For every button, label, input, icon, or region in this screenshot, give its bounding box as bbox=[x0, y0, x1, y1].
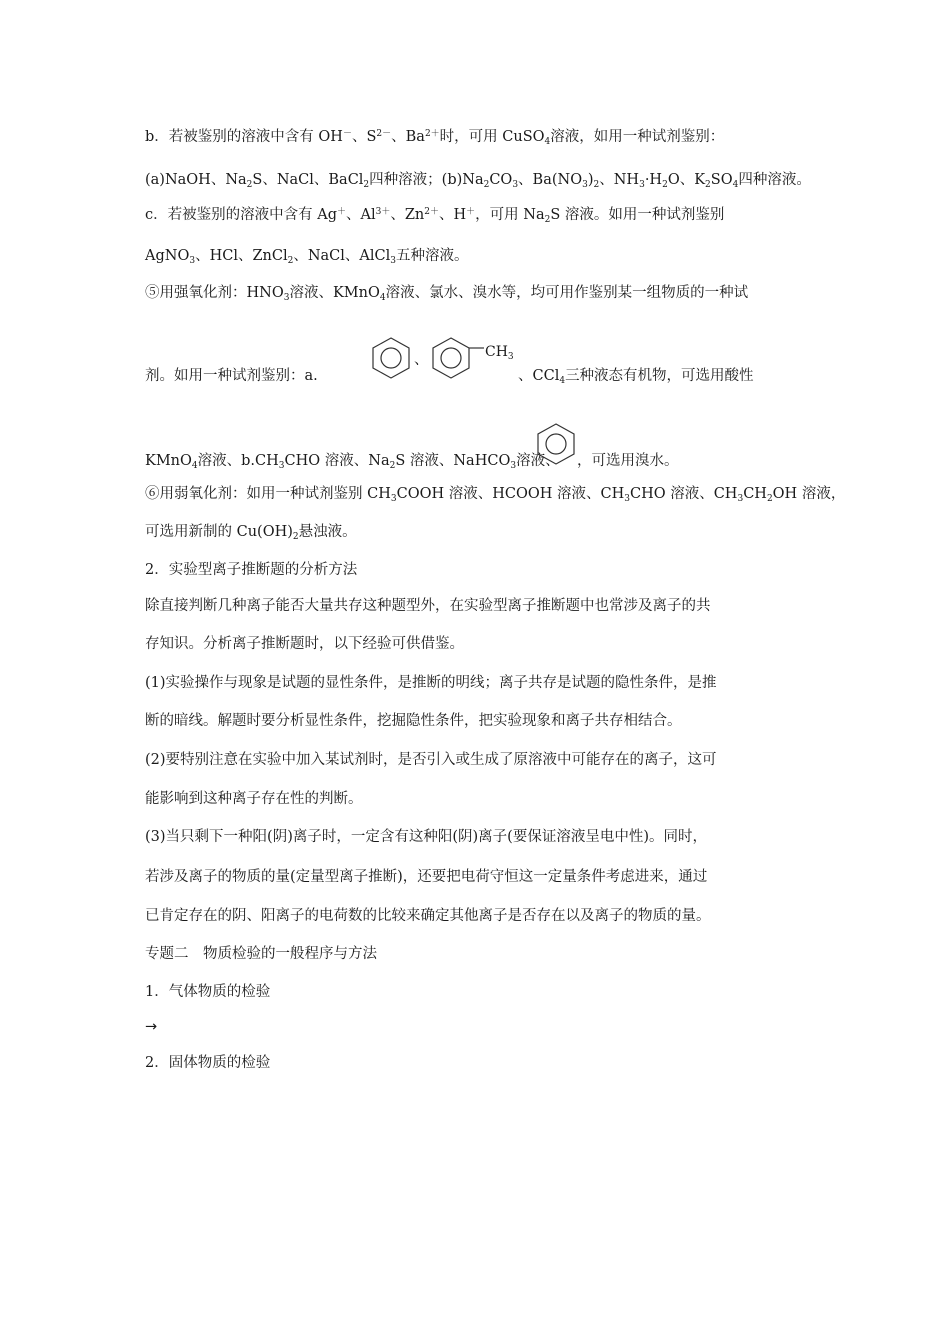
text: (a)NaOH、Na bbox=[145, 172, 247, 188]
subscript: 2 bbox=[705, 180, 711, 190]
text: ⑥用弱氧化剂：如用一种试剂鉴别 CH bbox=[145, 486, 391, 502]
paragraph-b bbox=[145, 127, 724, 147]
paragraph-b-examples bbox=[145, 170, 811, 190]
text: 、NH bbox=[599, 172, 640, 188]
subsection-heading: 1．气体物质的检验 bbox=[145, 984, 271, 1000]
subscript: 3 bbox=[283, 293, 290, 303]
text: b．若被鉴别的溶液中含有 OH bbox=[145, 129, 343, 145]
subscript: 4 bbox=[379, 293, 386, 303]
text: 三种液态有机物，可选用酸性 bbox=[565, 368, 754, 384]
paragraph: 若涉及离子的物质的量(定量型离子推断)，还要把电荷守恒这一定量条件考虑进来，通过 bbox=[145, 869, 708, 885]
subscript: 3 bbox=[512, 180, 519, 190]
paragraph: 已肯定存在的阴、阳离子的电荷数的比较来确定其他离子是否存在以及离子的物质的量。 bbox=[145, 908, 711, 924]
subscript: 3 bbox=[390, 256, 396, 266]
text: 四种溶液；(b)Na bbox=[369, 172, 484, 188]
text: OH 溶液， bbox=[772, 486, 846, 502]
paragraph-c-examples bbox=[145, 246, 468, 266]
charge: 2＋ bbox=[424, 207, 439, 217]
text: ，可用 Na bbox=[475, 207, 545, 223]
text: 、Al bbox=[346, 207, 376, 223]
text: 、H bbox=[439, 207, 467, 223]
text: CH bbox=[485, 344, 508, 360]
text: 、Ba bbox=[391, 129, 425, 145]
subscript: 3 bbox=[507, 352, 514, 362]
subscript: 2 bbox=[483, 180, 490, 190]
subscript: 3 bbox=[278, 461, 285, 471]
subscript: 2 bbox=[593, 180, 600, 190]
text: 五种溶液。 bbox=[395, 248, 469, 264]
subscript: 3 bbox=[737, 494, 744, 504]
charge: － bbox=[342, 129, 352, 139]
charge: 2－ bbox=[376, 129, 392, 139]
text: 剂。如用一种试剂鉴别：a. bbox=[145, 368, 318, 384]
subscript: 4 bbox=[732, 180, 739, 190]
separator: 、 bbox=[414, 352, 429, 368]
subscript: 2 bbox=[287, 256, 294, 266]
text: c．若被鉴别的溶液中含有 Ag bbox=[145, 207, 337, 223]
text: KMnO bbox=[145, 453, 192, 469]
text: 溶液，如用一种试剂鉴别： bbox=[550, 129, 725, 145]
toluene-icon bbox=[430, 336, 486, 380]
text: 四种溶液。 bbox=[738, 172, 811, 188]
paragraph-bromine-water bbox=[145, 451, 560, 471]
subscript: 3 bbox=[639, 180, 645, 190]
paragraph-strong-oxidant-example-tail bbox=[518, 366, 754, 386]
subscript: 4 bbox=[544, 137, 551, 147]
subsection-heading: 2．固体物质的检验 bbox=[145, 1055, 271, 1071]
paragraph-c bbox=[145, 205, 724, 225]
paragraph: (1)实验操作与现象是试题的显性条件，是推断的明线；离子共存是试题的隐性条件，是推 bbox=[145, 675, 717, 691]
text: CHO 溶液、CH bbox=[629, 486, 738, 502]
subscript: 4 bbox=[559, 376, 566, 386]
paragraph: (2)要特别注意在实验中加入某试剂时，是否引入或生成了原溶液中可能存在的离子，这可 bbox=[145, 752, 717, 768]
paragraph: 除直接判断几种离子能否大量共存这种题型外，在实验型离子推断题中也常涉及离子的共 bbox=[145, 598, 711, 614]
text: ) bbox=[587, 172, 594, 188]
subscript: 2 bbox=[766, 494, 773, 504]
text: 、Zn bbox=[390, 207, 425, 223]
benzene-icon bbox=[370, 336, 412, 380]
paragraph-bromine-water-tail bbox=[577, 451, 679, 471]
text: 、NaCl、AlCl bbox=[293, 248, 391, 264]
text: CH bbox=[743, 486, 767, 502]
text: 、CCl bbox=[518, 368, 560, 384]
section-heading-2: 2．实验型离子推断题的分析方法 bbox=[145, 562, 358, 578]
benzene-icon bbox=[535, 422, 577, 466]
text: 溶液、b.CH bbox=[197, 453, 279, 469]
text: 溶液、 bbox=[516, 453, 560, 469]
subscript: 2 bbox=[292, 532, 299, 542]
text: 溶液、氯水、溴水等，均可用作鉴别某一组物质的一种试 bbox=[385, 285, 749, 301]
paragraph-strong-oxidant bbox=[145, 283, 748, 303]
paragraph: 存知识。分析离子推断题时，以下经验可供借鉴。 bbox=[145, 636, 464, 652]
subscript: 3 bbox=[582, 180, 588, 190]
paragraph-weak-oxidant-tail bbox=[145, 522, 357, 542]
text: CHO 溶液、Na bbox=[284, 453, 390, 469]
text: 、S bbox=[351, 129, 377, 145]
paragraph: (3)当只剩下一种阳(阴)离子时，一定含有这种阳(阴)离子(要保证溶液呈电中性)。同时， bbox=[145, 829, 707, 845]
subscript: 2 bbox=[363, 180, 370, 190]
subscript: 3 bbox=[390, 494, 397, 504]
paragraph: 能影响到这种离子存在性的判断。 bbox=[145, 791, 363, 807]
text: 悬浊液。 bbox=[298, 524, 357, 540]
text: 溶液、KMnO bbox=[289, 285, 380, 301]
text: S 溶液。如用一种试剂鉴别 bbox=[550, 207, 725, 223]
section-title: 专题二 物质检验的一般程序与方法 bbox=[145, 946, 377, 962]
text: S、NaCl、BaCl bbox=[252, 172, 364, 188]
subscript: 3 bbox=[189, 256, 196, 266]
text: 、Ba(NO bbox=[518, 172, 583, 188]
subscript: 3 bbox=[510, 461, 517, 471]
text: ⑤用强氧化剂：HNO bbox=[145, 285, 284, 301]
text: 时，可用 CuSO bbox=[439, 129, 545, 145]
text: ·H bbox=[644, 172, 663, 188]
paragraph: 断的暗线。解题时要分析显性条件，挖掘隐性条件，把实验现象和离子共存相结合。 bbox=[145, 713, 682, 729]
subscript: 2 bbox=[662, 180, 668, 190]
paragraph-weak-oxidant bbox=[145, 484, 845, 504]
subscript: 2 bbox=[544, 215, 551, 225]
subscript: 2 bbox=[389, 461, 396, 471]
arrow-icon: → bbox=[145, 1019, 158, 1035]
subscript: 4 bbox=[191, 461, 198, 471]
text: ，可选用溴水。 bbox=[577, 453, 679, 469]
charge: ＋ bbox=[466, 207, 476, 217]
text: 可选用新制的 Cu(OH) bbox=[145, 524, 293, 540]
text: COOH 溶液、HCOOH 溶液、CH bbox=[396, 486, 625, 502]
subscript: 3 bbox=[624, 494, 630, 504]
text: CO bbox=[489, 172, 513, 188]
text: AgNO bbox=[145, 248, 190, 264]
text: S 溶液、NaHCO bbox=[395, 453, 511, 469]
methyl-label bbox=[485, 342, 514, 362]
charge: 2＋ bbox=[424, 129, 440, 139]
subscript: 2 bbox=[246, 180, 253, 190]
text: SO bbox=[710, 172, 733, 188]
paragraph-strong-oxidant-example bbox=[145, 366, 318, 386]
text: 、HCl、ZnCl bbox=[195, 248, 288, 264]
charge: ＋ bbox=[336, 207, 346, 217]
charge: 3＋ bbox=[375, 207, 391, 217]
text: O、K bbox=[667, 172, 706, 188]
